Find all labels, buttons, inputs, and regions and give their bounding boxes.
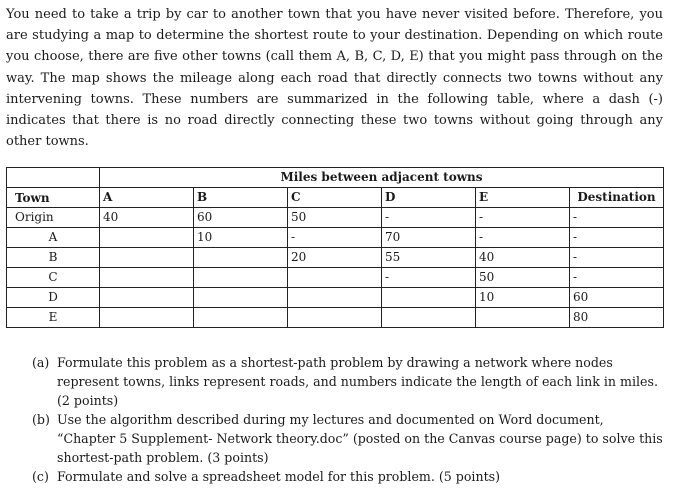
distance-cell: 10 [476, 288, 570, 308]
distance-cell [194, 248, 288, 268]
distance-cell: 60 [570, 288, 664, 308]
question-text: Use the algorithm described during my lectures and documented on Word document, “Chapter 5 Supplement- Network theory.doc” (posted on the Canvas course page) to solve this shortest-path problem. (3 points) [57, 412, 663, 465]
row-town-label: A [7, 228, 100, 248]
intro-paragraph [6, 4, 663, 152]
table-row [7, 248, 664, 268]
question-a [32, 353, 664, 410]
table-title: Miles between adjacent towns [100, 168, 664, 188]
table-title-row [7, 168, 664, 188]
distance-cell [194, 308, 288, 328]
column-header-b: B [194, 188, 288, 208]
question-b [32, 410, 664, 467]
distance-cell [476, 308, 570, 328]
distance-cell: - [382, 208, 476, 228]
distance-cell: 55 [382, 248, 476, 268]
table-row [7, 208, 664, 228]
distance-cell: - [570, 208, 664, 228]
row-town-label: C [7, 268, 100, 288]
question-label: (c) [32, 469, 49, 484]
distance-cell: 20 [288, 248, 382, 268]
column-header-a: A [100, 188, 194, 208]
distance-cell: 80 [570, 308, 664, 328]
table-header-row [7, 188, 664, 208]
distance-cell: - [476, 228, 570, 248]
table-corner-cell [7, 168, 100, 188]
intro-text: You need to take a trip by car to another town that you have never visited before. Therefore, you are studying a map to determine the shortest route to your destination. Depending on which route you choose, there are five other towns (call them A, B, C, D, E) that you might pass through on the way. The map shows the mileage along each road that directly connects two towns without any intervening towns. These numbers are summarized in the following table, where a dash (-) indicates that there is no road directly connecting these two towns without going through any other towns. [6, 7, 663, 150]
distance-cell: 50 [288, 208, 382, 228]
distance-cell: 40 [100, 208, 194, 228]
question-text: Formulate this problem as a shortest-path problem by drawing a network where nodes represent towns, links represent roads, and numbers indicate the length of each link in miles. (2 points) [57, 355, 658, 408]
column-header-c: C [288, 188, 382, 208]
distance-cell [382, 308, 476, 328]
row-town-label: Origin [7, 208, 100, 228]
distance-cell: - [288, 228, 382, 248]
distance-cell [194, 288, 288, 308]
distance-cell [288, 268, 382, 288]
question-label: (a) [32, 355, 50, 370]
miles-table [6, 167, 664, 328]
distance-cell: - [476, 208, 570, 228]
distance-cell [100, 308, 194, 328]
town-column-header: Town [7, 188, 100, 208]
distance-cell [100, 248, 194, 268]
row-town-label: E [7, 308, 100, 328]
distance-cell [100, 288, 194, 308]
table-row [7, 308, 664, 328]
distance-cell [288, 288, 382, 308]
distance-cell: - [570, 228, 664, 248]
distance-cell: - [570, 248, 664, 268]
question-text: Formulate and solve a spreadsheet model for this problem. (5 points) [57, 469, 501, 484]
distance-cell: - [382, 268, 476, 288]
row-town-label: B [7, 248, 100, 268]
distance-cell: 60 [194, 208, 288, 228]
column-header-d: D [382, 188, 476, 208]
column-header-e: E [476, 188, 570, 208]
distance-cell: 70 [382, 228, 476, 248]
distance-cell: - [570, 268, 664, 288]
question-label: (b) [32, 412, 50, 427]
distance-cell [100, 268, 194, 288]
distance-cell: 50 [476, 268, 570, 288]
question-list [32, 353, 664, 486]
distance-cell [100, 228, 194, 248]
table-row [7, 228, 664, 248]
distance-cell [194, 268, 288, 288]
table-row [7, 268, 664, 288]
table-row [7, 288, 664, 308]
question-c [32, 467, 664, 486]
distance-cell [288, 308, 382, 328]
distance-cell [382, 288, 476, 308]
row-town-label: D [7, 288, 100, 308]
distance-cell: 10 [194, 228, 288, 248]
distance-cell: 40 [476, 248, 570, 268]
column-header-destination: Destination [570, 188, 664, 208]
